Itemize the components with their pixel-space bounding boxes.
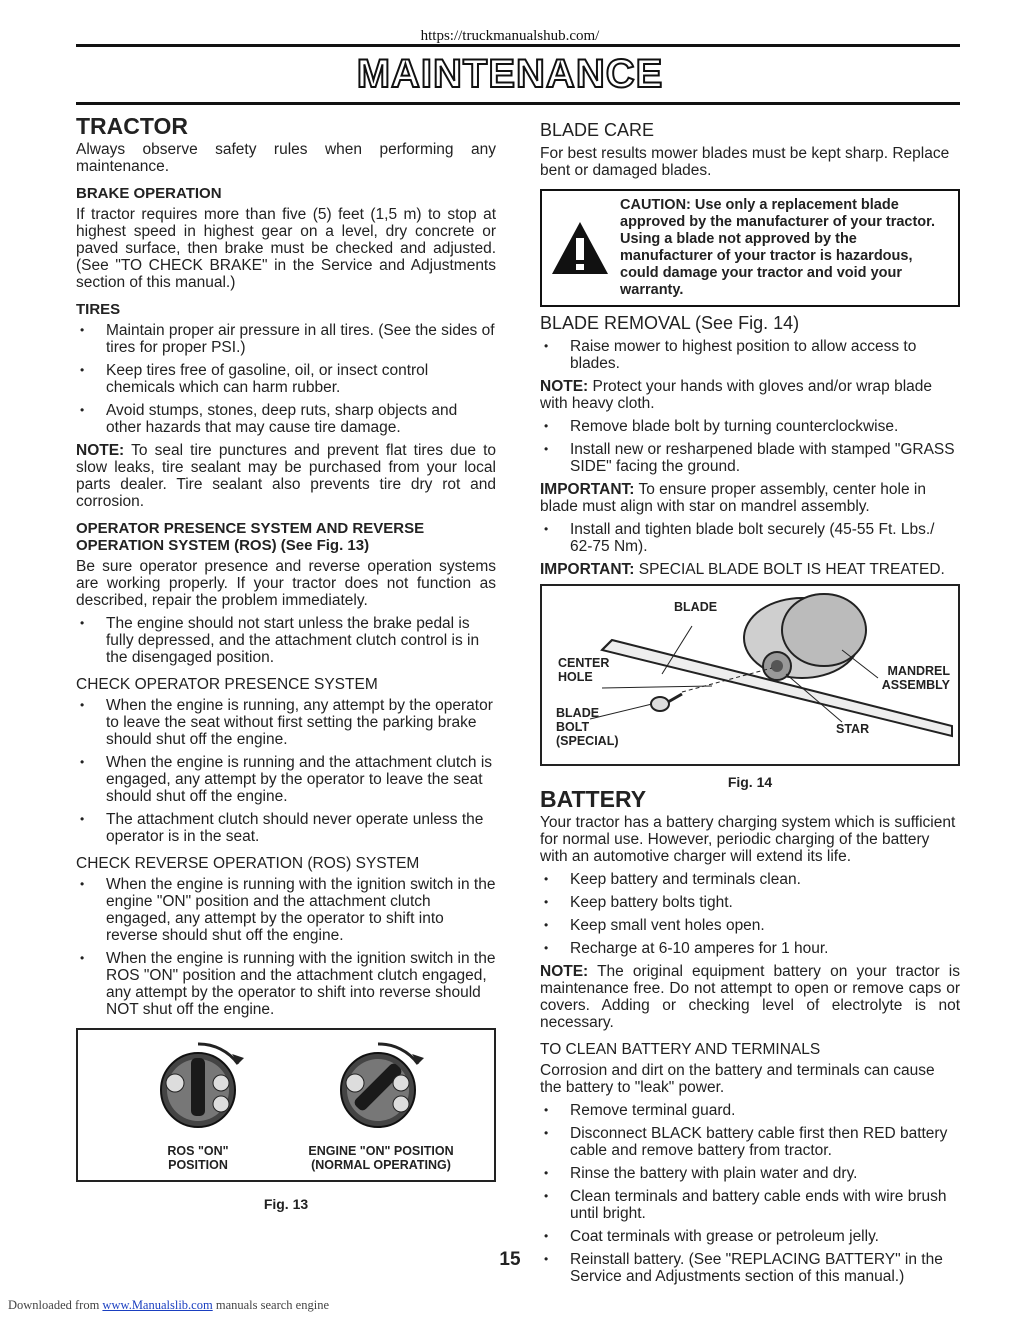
note-text: The original equipment battery on your tractor is maintenance free. Do not attempt to open or remove caps or covers. Adding or checking level of electrolyte is not necessary. — [540, 963, 960, 1031]
removal-note — [540, 378, 960, 412]
list-item: • Install and tighten blade bolt securely (45-55 Ft. Lbs./ 62-75 Nm). — [540, 521, 960, 555]
tires-note — [76, 442, 496, 510]
title-rule — [76, 102, 960, 105]
figure-13 — [76, 1028, 496, 1182]
footer-suffix: manuals search engine — [212, 1298, 329, 1312]
blade-removal-heading: BLADE REMOVAL (See Fig. 14) — [540, 313, 800, 333]
list-item: • Recharge at 6-10 amperes for 1 hour. — [540, 940, 960, 957]
list-item: • When the engine is running, any attempt by the operator to leave the seat without first setting the parking brake should shut off the engine. — [76, 697, 496, 748]
fig13-caption: Fig. 13 — [263, 1196, 309, 1212]
removal-list-1 — [540, 338, 960, 372]
label-star: STAR — [836, 722, 870, 736]
removal-list-3 — [540, 521, 960, 555]
tires-heading: TIRES — [76, 301, 121, 318]
list-item: • Keep small vent holes open. — [540, 917, 960, 934]
source-url: https://truckmanualshub.com/ — [420, 28, 600, 44]
check-ros-list — [76, 876, 496, 1018]
ops-list — [76, 615, 496, 666]
check-ops-list — [76, 697, 496, 845]
check-ops-heading: CHECK OPERATOR PRESENCE SYSTEM — [76, 676, 378, 693]
brake-heading: BRAKE OPERATION — [76, 185, 222, 202]
important-label: IMPORTANT: — [540, 561, 635, 578]
list-item: • Coat terminals with grease or petroleum jelly. — [540, 1228, 960, 1245]
removal-list-2 — [540, 418, 960, 475]
list-item: • When the engine is running with the ignition switch in the engine "ON" position and the attachment clutch engaged, any attempt by the operator to shift into reverse should shut off the engine. — [76, 876, 496, 944]
clean-text: Corrosion and dirt on the battery and terminals can cause the battery to "leak" power. — [540, 1062, 935, 1096]
tractor-intro: Always observe safety rules when performing any maintenance. — [76, 141, 496, 175]
list-item: • Install new or resharpened blade with stamped "GRASS SIDE" facing the ground. — [540, 441, 960, 475]
battery-text: Your tractor has a battery charging system which is sufficient for normal use. However, periodic charging of the battery with an automotive charger will extend its life. — [540, 814, 956, 865]
brake-text: If tractor requires more than five (5) feet (1,5 m) to stop at highest speed in highest gear on a level, dry concrete or paved surface, then brake must be checked and adjusted. (See "TO CHECK BRAKE" in the Service and Adjustments section of this manual.) — [76, 206, 496, 291]
label-mandrel-assembly: MANDREL ASSEMBLY — [881, 664, 950, 692]
tires-list — [76, 322, 496, 436]
fig14-caption: Fig. 14 — [727, 774, 773, 790]
note-label: NOTE: — [540, 963, 589, 980]
list-item: • Rinse the battery with plain water and dry. — [540, 1165, 960, 1182]
battery-note — [540, 963, 960, 1031]
list-item: • Keep battery bolts tight. — [540, 894, 960, 911]
battery-heading: BATTERY — [540, 786, 647, 812]
list-item: • The engine should not start unless the brake pedal is fully depressed, and the attachment clutch control is in the disengaged position. — [76, 615, 496, 666]
important-text: SPECIAL BLADE BOLT IS HEAT TREATED. — [634, 561, 945, 578]
caution-text: CAUTION: Use only a replacement blade approved by the manufacturer of your tractor. Using a blade not approved by the manufacturer of your tractor is hazardous, could damage your tractor and void your warranty. — [620, 197, 936, 298]
blade-care-heading: BLADE CARE — [540, 120, 655, 140]
list-item: • Raise mower to highest position to allow access to blades. — [540, 338, 960, 372]
label-blade-bolt: BLADE BOLT (SPECIAL) — [556, 706, 619, 748]
note-label: NOTE: — [540, 378, 589, 395]
important-1 — [540, 481, 960, 515]
label-center-hole: CENTER HOLE — [558, 656, 610, 684]
list-item: • Keep tires free of gasoline, oil, or insect control chemicals which can harm rubber. — [76, 362, 496, 396]
blade-care-text: For best results mower blades must be kept sharp. Replace bent or damaged blades. — [540, 145, 950, 179]
list-item: • Reinstall battery. (See "REPLACING BATTERY" in the Service and Adjustments section of this manual.) — [540, 1251, 960, 1285]
list-item: • The attachment clutch should never operate unless the operator is in the seat. — [76, 811, 496, 845]
fig13-engine-label: ENGINE "ON" POSITION (NORMAL OPERATING) — [308, 1144, 454, 1172]
label-blade: BLADE — [674, 600, 718, 614]
battery-list — [540, 871, 960, 957]
note-label: NOTE: — [76, 442, 125, 459]
ops-text: Be sure operator presence and reverse operation systems are working properly. If your tractor does not function as described, repair the problem immediately. — [76, 558, 496, 609]
list-item: • Keep battery and terminals clean. — [540, 871, 960, 888]
list-item: • Remove blade bolt by turning counterclockwise. — [540, 418, 960, 435]
list-item: • Clean terminals and battery cable ends with wire brush until bright. — [540, 1188, 960, 1222]
ros-switch-icon — [161, 1044, 244, 1127]
note-text: To seal tire punctures and prevent flat tires due to slow leaks, tire sealant may be purchased from your local parts dealer. Tire sealant also prevents tire dry rot and corrosion. — [76, 442, 496, 510]
page-title: MAINTENANCE — [356, 52, 664, 96]
footer-prefix: Downloaded from — [8, 1298, 103, 1312]
caution-box — [540, 189, 960, 307]
list-item: • When the engine is running with the ignition switch in the ROS "ON" position and the attachment clutch engaged, any attempt by the operator to shift into reverse should NOT shut off the engine. — [76, 950, 496, 1018]
warning-icon — [550, 220, 610, 276]
list-item: • Avoid stumps, stones, deep ruts, sharp objects and other hazards that may cause tire damage. — [76, 402, 496, 436]
left-column — [76, 114, 496, 1213]
list-item: • Disconnect BLACK battery cable first then RED battery cable and remove battery from tractor. — [540, 1125, 960, 1159]
important-2 — [540, 561, 960, 578]
manualslib-link[interactable]: www.Manualslib.com — [102, 1298, 213, 1312]
important-label: IMPORTANT: — [540, 481, 635, 498]
fig13-ros-label: ROS "ON" POSITION — [167, 1144, 229, 1172]
clean-heading: TO CLEAN BATTERY AND TERMINALS — [540, 1041, 821, 1058]
figure-14 — [540, 584, 960, 766]
ops-heading: OPERATOR PRESENCE SYSTEM AND REVERSE OPERATION SYSTEM (ROS) (See Fig. 13) — [76, 520, 425, 554]
top-rule — [76, 44, 960, 47]
page-number: 15 — [499, 1249, 521, 1270]
check-ros-heading: CHECK REVERSE OPERATION (ROS) SYSTEM — [76, 855, 420, 872]
note-text: Protect your hands with gloves and/or wrap blade with heavy cloth. — [540, 378, 932, 412]
right-column — [540, 114, 960, 1291]
important-text: To ensure proper assembly, center hole in blade must align with star on mandrel assembly. — [540, 481, 926, 515]
footer — [8, 1298, 329, 1313]
tractor-heading: TRACTOR — [76, 113, 189, 139]
list-item: • Remove terminal guard. — [540, 1102, 960, 1119]
engine-switch-icon — [341, 1044, 424, 1127]
list-item: • Maintain proper air pressure in all tires. (See the sides of tires for proper PSI.) — [76, 322, 496, 356]
list-item: • When the engine is running and the attachment clutch is engaged, any attempt by the operator to leave the seat should shut off the engine. — [76, 754, 496, 805]
